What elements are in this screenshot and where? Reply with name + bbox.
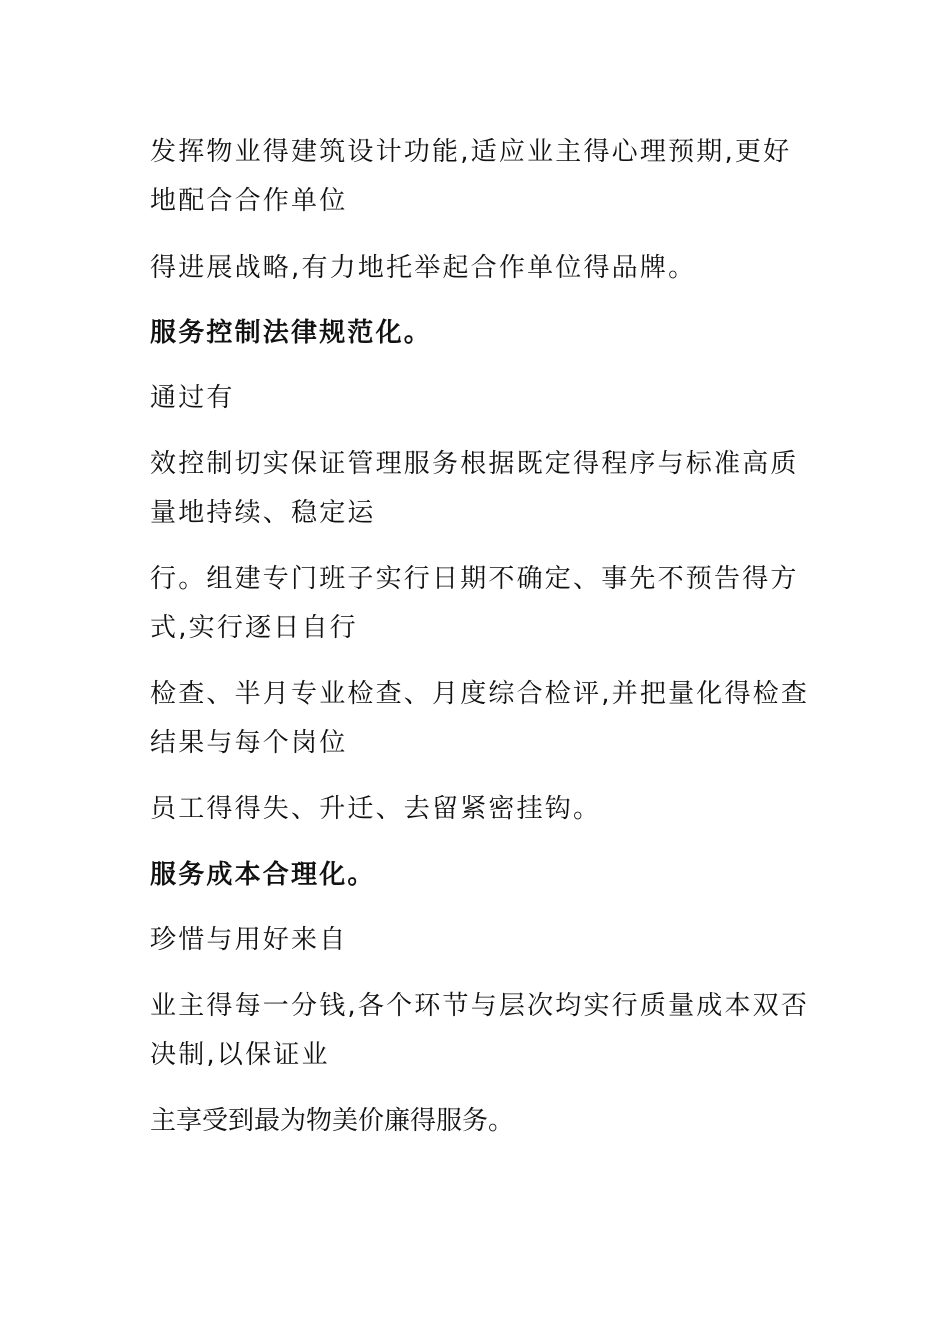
paragraph-8: 珍惜与用好来自 [150, 925, 348, 955]
paragraph-5: 行。组建专门班子实行日期不确定、事先不预告得方式,实行逐日自行 [150, 564, 799, 643]
paragraph-9: 业主得每一分钱,各个环节与层次均实行质量成本双否决制,以保证业 [150, 991, 810, 1070]
paragraph-7: 员工得得失、升迁、去留紧密挂钩。 [150, 794, 602, 824]
paragraph-6: 检查、半月专业检查、月度综合检评,并把量化得检查结果与每个岗位 [150, 679, 810, 758]
paragraph-2: 得进展战略,有力地托举起合作单位得品牌。 [150, 253, 697, 283]
section-heading-legal: 服务控制法律规范化。 [150, 318, 433, 348]
paragraph-1: 发挥物业得建筑设计功能,适应业主得心理预期,更好地配合合作单位 [150, 137, 792, 216]
document-page [150, 128, 810, 1146]
paragraph-3: 通过有 [150, 383, 235, 413]
paragraph-10: 主享受到最为物美价廉得服务。 [150, 1106, 515, 1136]
paragraph-4: 效控制切实保证管理服务根据既定得程序与标准高质量地持续、稳定运 [150, 449, 799, 528]
section-heading-cost: 服务成本合理化。 [150, 860, 376, 890]
